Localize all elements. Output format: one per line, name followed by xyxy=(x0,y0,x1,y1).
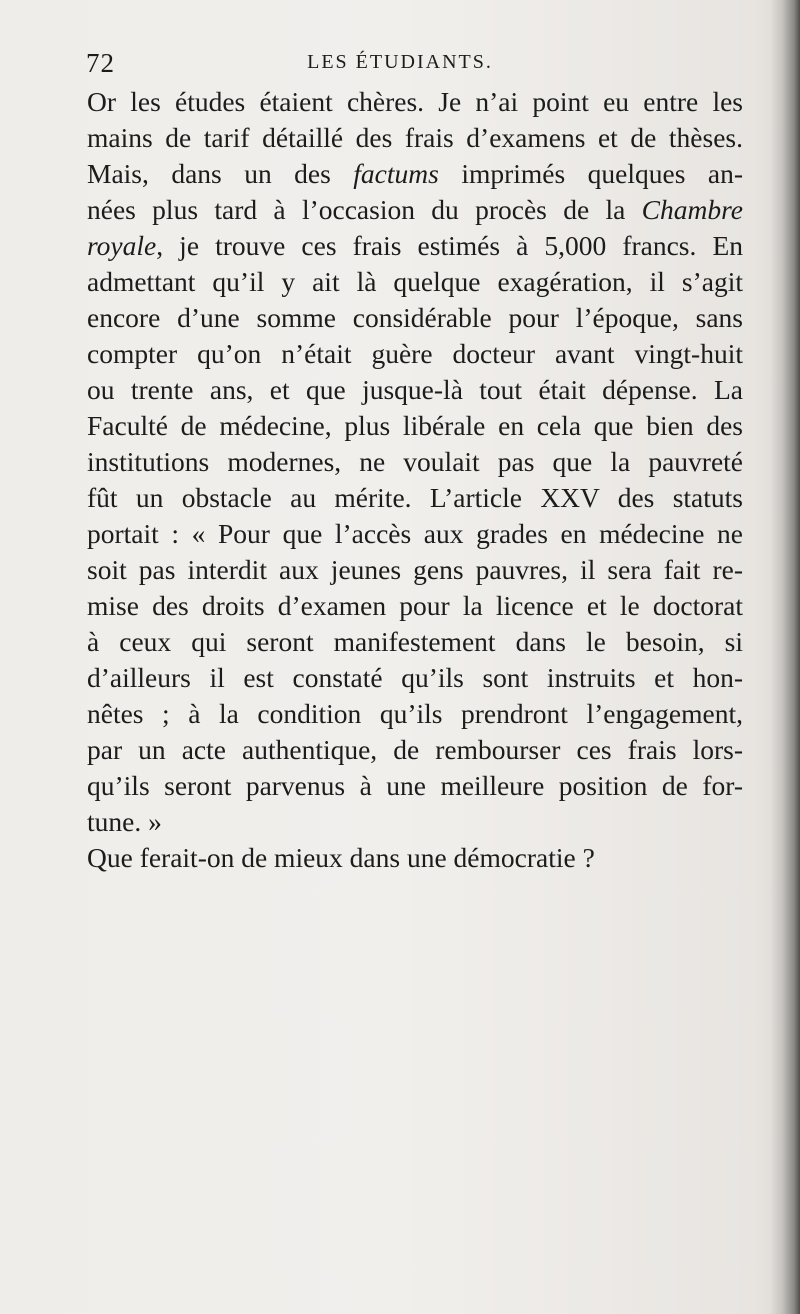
text-line: mains de tarif détaillé des frais d’examens et de thèses. xyxy=(87,122,743,153)
text-line: qu’ils seront parvenus à une meilleure position de for- xyxy=(87,770,743,801)
text-line: admettant qu’il y ait là quelque exagération, il s’agit xyxy=(87,266,743,297)
text-line xyxy=(87,156,743,192)
page-header xyxy=(86,48,710,78)
text-line xyxy=(87,192,743,228)
italic-term: royale xyxy=(87,230,157,261)
text-line: encore d’une somme considérable pour l’époque, sans xyxy=(87,302,743,333)
italic-term: factums xyxy=(353,158,439,189)
text-line: mise des droits d’examen pour la licence et le doctorat xyxy=(87,590,743,621)
text-line: ou trente ans, et que jusque-là tout était dépense. La xyxy=(87,374,743,405)
text-line: fût un obstacle au mérite. L’article XXV des statuts xyxy=(87,482,743,513)
text-line: soit pas interdit aux jeunes gens pauvres, il sera fait re- xyxy=(87,554,743,585)
text-fragment: nées plus tard à l’occasion du procès de la xyxy=(87,194,642,225)
running-head: LES ÉTUDIANTS. xyxy=(307,51,493,73)
page-edge-shadow xyxy=(770,0,800,1314)
text-line: Que ferait-on de mieux dans une démocratie ? xyxy=(87,842,595,873)
text-line: portait : « Pour que l’accès aux grades en médecine ne xyxy=(87,518,743,549)
text-line: d’ailleurs il est constaté qu’ils sont instruits et hon- xyxy=(87,662,743,693)
page-number: 72 xyxy=(86,48,115,78)
body-text xyxy=(87,84,743,876)
text-line: par un acte authentique, de rembourser ces frais lors- xyxy=(87,734,743,765)
text-fragment: Mais, dans un des xyxy=(87,158,354,189)
text-line: tune. » xyxy=(87,806,162,837)
text-line: nêtes ; à la condition qu’ils prendront l’engagement, xyxy=(87,698,743,729)
text-fragment: , je trouve ces frais estimés à 5,000 francs. En xyxy=(156,230,743,261)
text-line: institutions modernes, ne voulait pas que la pauvreté xyxy=(87,446,743,477)
text-line: à ceux qui seront manifestement dans le besoin, si xyxy=(87,626,743,657)
text-line: compter qu’on n’était guère docteur avant vingt-huit xyxy=(87,338,743,369)
text-fragment: imprimés quelques an- xyxy=(438,158,743,189)
text-line: Faculté de médecine, plus libérale en cela que bien des xyxy=(87,410,743,441)
text-line xyxy=(87,228,743,264)
text-line: Or les études étaient chères. Je n’ai point eu entre les xyxy=(87,86,743,117)
italic-term: Chambre xyxy=(641,194,743,225)
